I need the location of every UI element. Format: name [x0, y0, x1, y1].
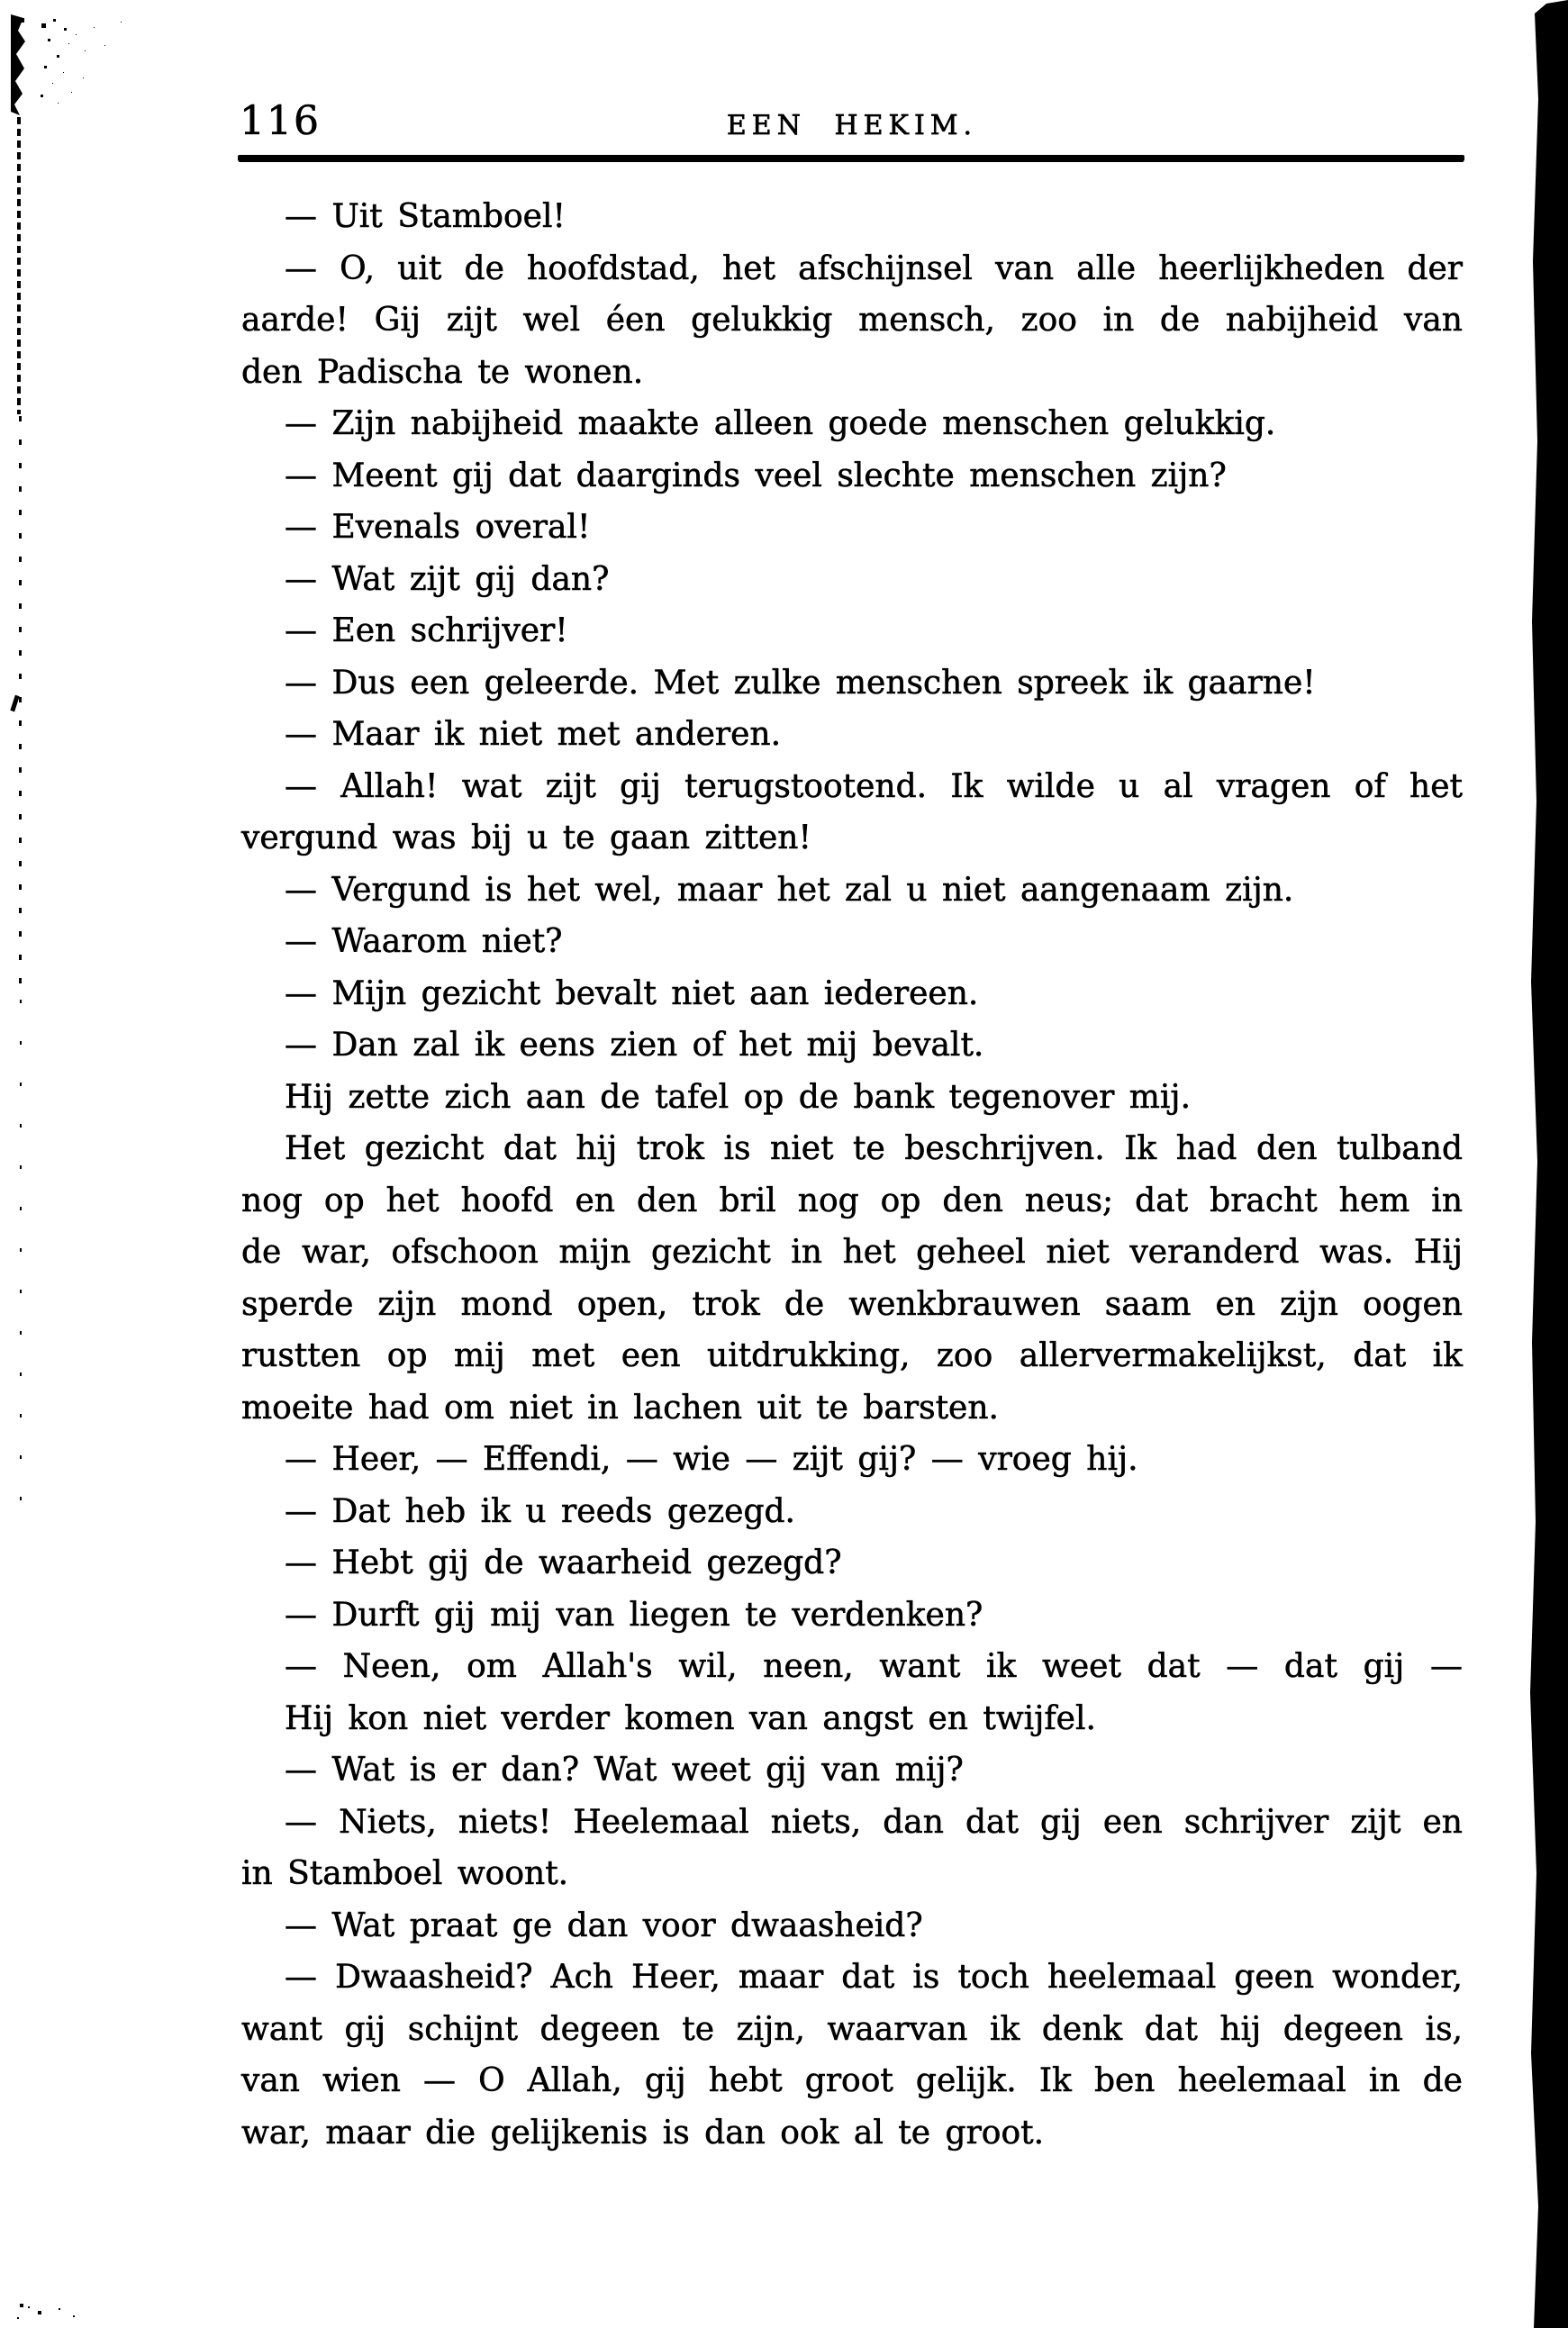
- text-line: Hij zette zich aan de tafel op de bank tegenover mij.: [285, 1078, 1192, 1116]
- text-line: — Waarom niet?: [285, 923, 563, 960]
- text-line: vergund was bij u te gaan zitten!: [241, 820, 811, 856]
- text-line: — Evenals overal!: [285, 509, 591, 546]
- text-line: aarde! Gij zijt wel éen gelukkig mensch, zoo in de nabijheid van: [241, 302, 1463, 339]
- scan-noise-line-upper: [17, 117, 21, 414]
- scan-noise-blob: [11, 14, 27, 115]
- text-line: nog op het hoofd en den bril nog op den neus; dat bracht hem in: [241, 1182, 1463, 1219]
- text-line: van wien — O Allah, gij hebt groot gelijk. Ik ben heelemaal in de: [241, 2062, 1463, 2099]
- text-line: — Heer, — Effendi, — wie — zijt gij? — vroeg hij.: [285, 1441, 1138, 1478]
- scan-noise-line-middle: [19, 416, 22, 992]
- text-line: — Wat zijt gij dan?: [285, 560, 610, 598]
- text-line: — Meent gij dat daarginds veel slechte menschen zijn?: [285, 457, 1227, 494]
- text-line: rustten op mij met een uitdrukking, zoo allervermakelijkst, dat ik: [241, 1337, 1463, 1374]
- text-line: — O, uit de hoofdstad, het afschijnsel van alle heerlijkheden der: [285, 249, 1463, 287]
- text-line: — Durft gij mij van liegen te verdenken?: [285, 1596, 983, 1634]
- text-block: [241, 191, 1463, 2159]
- text-line: moeite had om niet in lachen uit te barsten.: [241, 1389, 999, 1427]
- text-line: — Vergund is het wel, maar het zal u niet aangenaam zijn.: [285, 871, 1294, 909]
- text-line: den Padischa te wonen.: [241, 353, 644, 391]
- text-line: de war, ofschoon mijn gezicht in het geheel niet veranderd was. Hij: [241, 1234, 1463, 1271]
- text-line: — Dwaasheid? Ach Heer, maar dat is toch heelemaal geen wonder,: [285, 1959, 1463, 1996]
- text-line: — Uit Stamboel!: [285, 198, 566, 235]
- scan-noise-dots-top: [20, 18, 24, 23]
- scan-noise-dots-bottom: [20, 2304, 23, 2307]
- text-line: — Hebt gij de waarheid gezegd?: [285, 1544, 842, 1581]
- text-line: — Mijn gezicht bevalt niet aan iedereen.: [285, 974, 979, 1012]
- text-line: Hij kon niet verder komen van angst en twijfel.: [285, 1699, 1096, 1737]
- text-line: — Een schrijver!: [285, 612, 568, 649]
- text-line: — Wat is er dan? Wat weet gij van mij?: [285, 1752, 964, 1789]
- page-number: 116: [240, 98, 321, 144]
- text-line: — Dat heb ik u reeds gezegd.: [285, 1492, 795, 1530]
- text-line: in Stamboel woont.: [241, 1855, 569, 1892]
- text-line: — Zijn nabijheid maakte alleen goede menschen gelukkig.: [285, 405, 1276, 442]
- text-line: — Maar ik niet met anderen.: [285, 716, 782, 753]
- text-line: — Dan zal ik eens zien of het mij bevalt.: [285, 1027, 984, 1064]
- text-line: sperde zijn mond open, trok de wenkbrauwen saam en zijn oogen: [241, 1285, 1463, 1323]
- text-line: — Neen, om Allah's wil, neen, want ik weet dat — dat gij —: [285, 1648, 1463, 1685]
- scan-noise-line-lower: [20, 1000, 22, 1504]
- text-line: — Dus een geleerde. Met zulke menschen spreek ik gaarne!: [285, 664, 1316, 702]
- text-line: — Niets, niets! Heelemaal niets, dan dat gij een schrijver zijt en: [285, 1803, 1463, 1841]
- running-title: EEN HEKIM.: [726, 110, 978, 141]
- text-line: — Allah! wat zijt gij terugstootend. Ik wilde u al vragen of het: [285, 767, 1463, 805]
- header-rule: [238, 155, 1464, 161]
- text-line: want gij schijnt degeen te zijn, waarvan ik denk dat hij degeen is,: [241, 2010, 1463, 2048]
- running-title-container: [241, 110, 1463, 142]
- text-line: — Wat praat ge dan voor dwaasheid?: [285, 1907, 923, 1944]
- scan-edge-band: [1527, 0, 1568, 2328]
- text-line: Het gezicht dat hij trok is niet te beschrijven. Ik had den tulband: [285, 1130, 1463, 1167]
- text-line: war, maar die gelijkenis is dan ook al te groot.: [241, 2114, 1045, 2151]
